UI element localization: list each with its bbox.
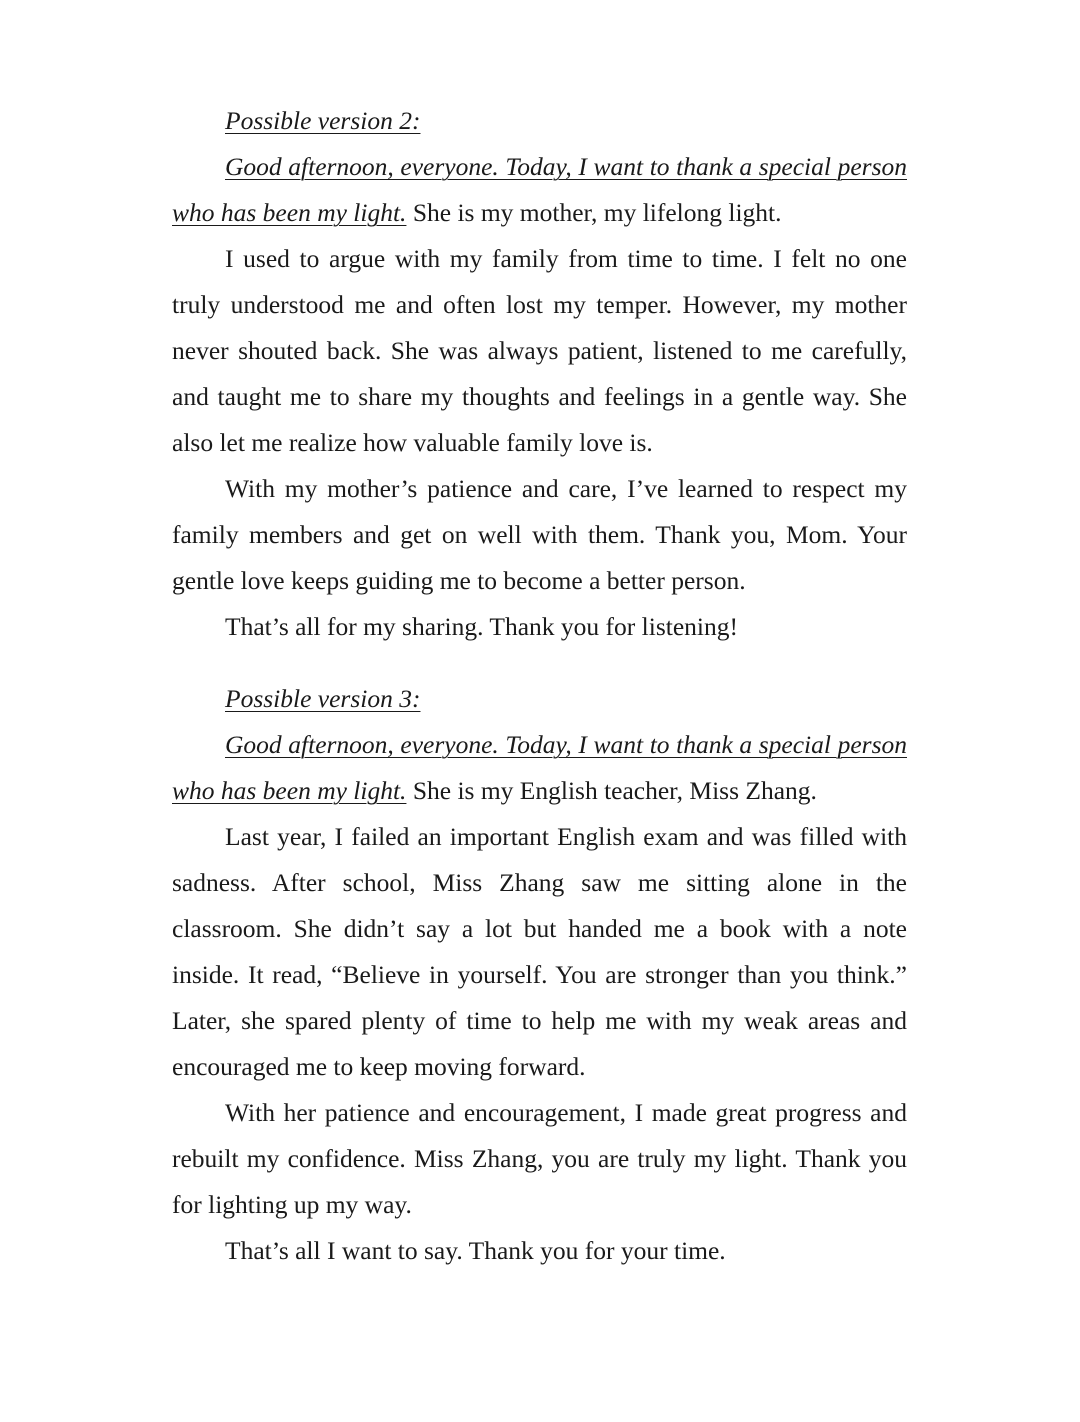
version-2-opening-rest: She is my mother, my lifelong light.	[406, 198, 782, 227]
version-3-paragraph: With her patience and encouragement, I made great progress and rebuilt my confidence. Miss Zhang, you are truly my light. Thank you for lighting up my way.	[172, 1098, 907, 1219]
version-2-paragraph: I used to argue with my family from time to time. I felt no one truly understood me and often lost my temper. However, my mother never shouted back. She was always patient, listened to me carefully, and taught me to share my thoughts and feelings in a gentle way. She also let me realize how valuable family love is.	[172, 244, 907, 457]
version-3-opening-rest: She is my English teacher, Miss Zhang.	[406, 776, 817, 805]
version-3-opening-paragraph	[172, 722, 907, 814]
version-3-paragraph: That’s all I want to say. Thank you for your time.	[225, 1236, 726, 1265]
version-2-opening-sentence: Good afternoon, everyone. Today, I want to thank a special person who has been my light.	[172, 152, 907, 227]
version-2-paragraph: With my mother’s patience and care, I’ve learned to respect my family members and get on well with them. Thank you, Mom. Your gentle love keeps guiding me to become a better person.	[172, 474, 907, 595]
section-gap	[172, 650, 907, 676]
version-3-heading: Possible version 3:	[225, 684, 421, 713]
version-2-section	[172, 98, 907, 650]
version-2-heading: Possible version 2:	[225, 106, 421, 135]
version-3-paragraph: Last year, I failed an important English exam and was filled with sadness. After school, Miss Zhang saw me sitting alone in the classroom. She didn’t say a lot but handed me a book with a note inside. It read, “Believe in yourself. You are stronger than you think.” Later, she spared plenty of time to help me with my weak areas and encouraged me to keep moving forward.	[172, 822, 907, 1081]
version-3-opening-sentence: Good afternoon, everyone. Today, I want to thank a special person who has been my light.	[172, 730, 907, 805]
version-3-section	[172, 676, 907, 1274]
document-page	[172, 98, 907, 1274]
version-2-paragraph: That’s all for my sharing. Thank you for listening!	[225, 612, 738, 641]
version-2-opening-paragraph	[172, 144, 907, 236]
